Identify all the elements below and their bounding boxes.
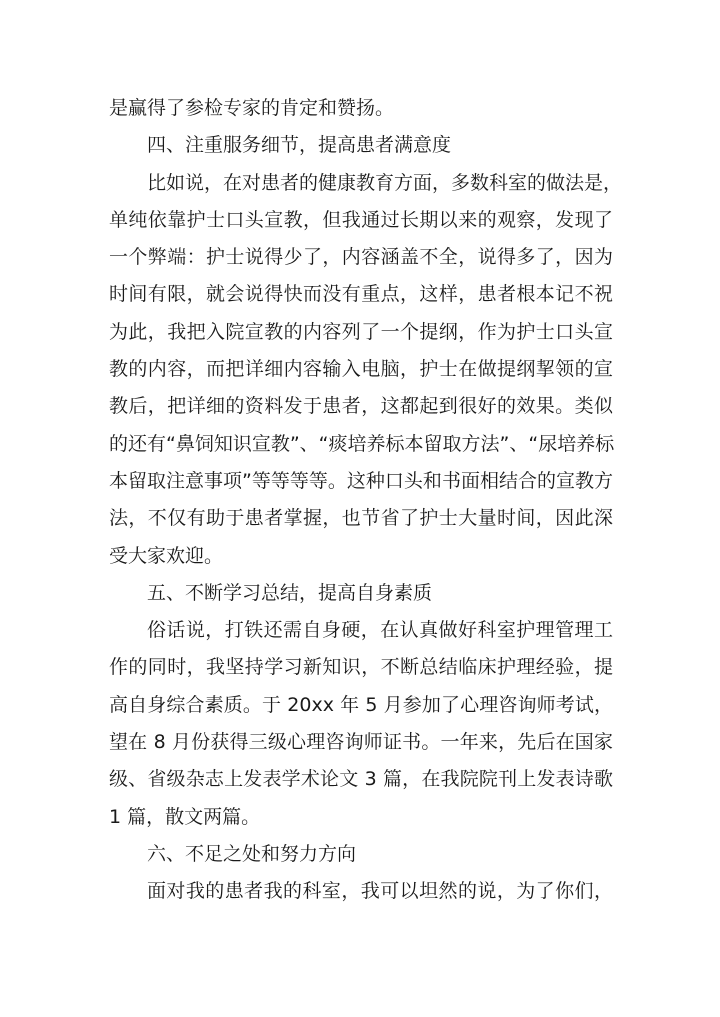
text-line [109,799,613,836]
section-heading [109,127,613,164]
line-text: 本留取注意事项”等等等等。这种口头和书面相结合的宣教方 [109,469,613,492]
line-text: 面对我的患者我的科室，我可以坦然的说，为了你们， [147,880,613,903]
heading-text: 四、注重服务细节，提高患者满意度 [147,134,452,157]
text-line [109,90,613,127]
line-text: 俗话说，打铁还需自身硬，在认真做好科室护理管理工 [147,619,613,642]
text-line [109,202,613,239]
section-heading [109,575,613,612]
text-line [109,761,613,798]
line-text: 为此，我把入院宣教的内容列了一个提纲，作为护士口头宣 [109,320,613,343]
line-text: 是赢得了参检专家的肯定和赞扬。 [109,97,395,119]
text-line [109,165,623,202]
text-line [109,724,613,761]
heading-text: 五、不断学习总结，提高自身素质 [147,581,433,604]
text-line [109,314,613,351]
line-text: 望在 8 月份获得三级心理咨询师证书。一年来，先后在国家 [109,731,613,754]
text-line [109,426,613,463]
text-line [109,276,613,313]
line-text: 一个弊端：护士说得少了，内容涵盖不全，说得多了，因为 [109,246,613,269]
line-text: 1 篇，散文两篇。 [109,805,261,828]
document-page [109,90,623,911]
line-text: 高自身综合素质。于 20xx 年 5 月参加了心理咨询师考试， [109,693,613,716]
line-text: 作的同时，我坚持学习新知识，不断总结临床护理经验，提 [109,656,613,679]
line-text: 教的内容，而把详细内容输入电脑，护士在做提纲挈领的宣 [109,358,613,381]
text-line [109,500,613,537]
line-text: 法，不仅有助于患者掌握，也节省了护士大量时间，因此深 [109,507,613,530]
text-line [109,612,613,649]
text-line [109,687,613,724]
section-heading [109,836,613,873]
line-text: 比如说，在对患者的健康教育方面，多数科室的做法是， [147,171,623,194]
line-text: 单纯依靠护士口头宣教，但我通过长期以来的观察，发现了 [109,208,613,231]
line-text: 级、省级杂志上发表学术论文 3 篇，在我院院刊上发表诗歌 [109,768,613,791]
text-line [109,649,613,686]
text-line [109,463,613,500]
text-line [109,538,613,575]
line-text: 时间有限，就会说得快而没有重点，这样，患者根本记不祝 [109,283,613,306]
text-line [109,873,613,910]
line-text: 受大家欢迎。 [109,544,224,567]
heading-text: 六、不足之处和努力方向 [147,842,357,865]
text-line [109,351,613,388]
line-text: 教后，把详细的资料发于患者，这都起到很好的效果。类似 [109,395,613,418]
line-text: 的还有“鼻饲知识宣教”、“痰培养标本留取方法”、“尿培养标 [109,432,615,455]
text-line [109,239,613,276]
text-line [109,388,613,425]
